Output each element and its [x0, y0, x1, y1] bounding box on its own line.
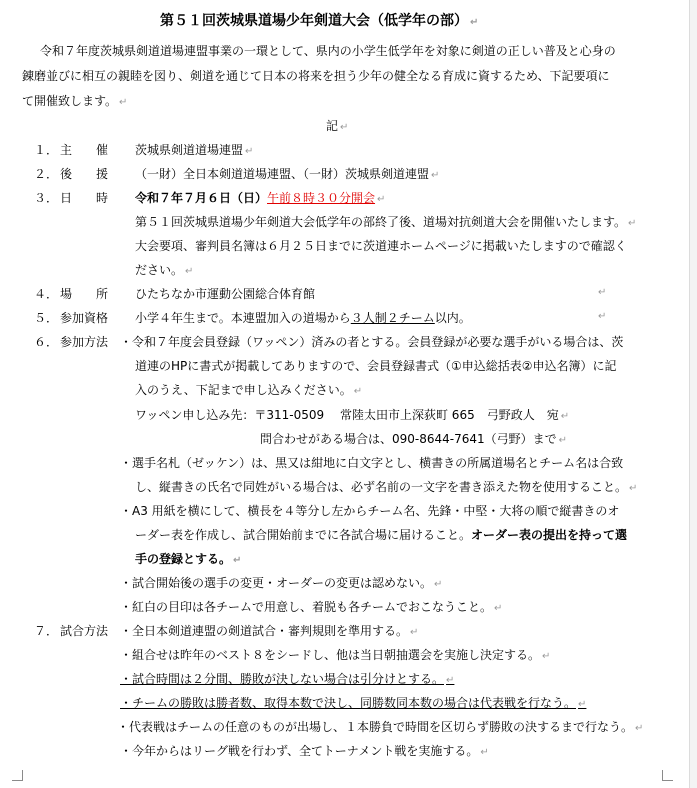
section-6-bullet-3-line-3: 手の登録とする。 ↵ — [135, 552, 242, 566]
vertical-scrollbar[interactable] — [689, 0, 697, 788]
section-7-bullet-2: ・組合せは昨年のベスト８をシードし、他は当日朝抽選会を実施し決定する。 ↵ — [120, 648, 551, 662]
event-time: 午前８時３０分開会 — [267, 191, 376, 205]
section-7-label: 試合方法 — [60, 624, 109, 638]
section-6-bullet-2-line-2: し、縦書きの氏名で同姓がいる場合は、必ず名前の一文字を書き添えた物を使用すること。 ↵ — [135, 480, 638, 494]
intro-line-1: 令和７年度茨城県剣道道場連盟事業の一環として、県内の小学生低学年を対象に剣道の正しい普及と心身の — [40, 44, 616, 58]
section-5-label: 参加資格 — [60, 311, 109, 325]
margin-corner-mark — [12, 770, 23, 781]
section-3-label: 日 時 — [60, 191, 109, 205]
section-6-bullet-5: ・紅白の目印は各チームで用意し、着脱も各チームでおこなうこと。 ↵ — [120, 600, 503, 614]
section-6-label: 参加方法 — [60, 335, 109, 349]
section-3-number: ３． — [34, 191, 59, 205]
event-date: 令和７年７月６日（日） — [135, 191, 268, 205]
section-4-number: ４． — [34, 287, 59, 301]
section-7-bullet-6: ・今年からはリーグ戦を行わず、全てトーナメント戦を実施する。 ↵ — [120, 744, 489, 758]
section-1-number: １． — [34, 143, 59, 157]
section-6-bullet-1-line-2: 道連のHPに書式が掲載してありますので、会員登録書式（①申込総括表②申込名簿）に記 — [135, 359, 617, 373]
paragraph-mark: ↵ — [598, 311, 607, 322]
section-1-label: 主 催 — [60, 143, 109, 157]
section-2-number: ２． — [34, 167, 59, 181]
section-1-text: 茨城県剣道道場連盟 ↵ — [135, 143, 254, 157]
section-2-label: 後 援 — [60, 167, 109, 181]
margin-corner-mark — [662, 770, 673, 781]
ki-heading: 記 ↵ — [326, 119, 349, 133]
section-6-bullet-4: ・試合開始後の選手の変更・オーダーの変更は認めない。 ↵ — [120, 576, 443, 590]
section-4-label: 場 所 — [60, 287, 109, 301]
section-6-bullet-3-line-2: ーダー表を作成し、試合開始前までに各試合場に届けること。オーダー表の提出を持って選 — [135, 528, 628, 542]
wappen-address: ワッペン申し込み先：〒311-0509 常陸太田市上深荻町 665 弓野政人 宛 ↵ — [135, 408, 570, 422]
section-6-bullet-1-line-1: ・令和７年度会員登録（ワッペン）済みの者とする。会員登録が必要な選手がいる場合は、茨 — [120, 335, 624, 349]
section-6-bullet-2-line-1: ・選手名札（ゼッケン）は、黒又は紺地に白文字とし、横書きの所属道場名とチーム名は合致 — [120, 456, 624, 470]
section-3-line-1: 第５１回茨城県道場少年剣道大会低学年の部終了後、道場対抗剣道大会を開催いたします。 ↵ — [135, 215, 637, 229]
intro-line-2: 錬磨並びに相互の親睦を図り、剣道を通じて日本の将来を担う少年の健全なる育成に資するため、下記要項に — [22, 69, 610, 83]
section-2-text: （一財）全日本剣道道場連盟、（一財）茨城県剣道連盟 ↵ — [135, 167, 440, 181]
section-7-bullet-1: ・全日本剣道連盟の剣道試合・審判規則を準用する。 ↵ — [120, 624, 419, 638]
section-7-number: ７． — [34, 624, 59, 638]
intro-line-3: て開催致します。 ↵ — [22, 94, 128, 108]
section-5-number: ５． — [34, 311, 59, 325]
paragraph-mark: ↵ — [598, 287, 607, 298]
section-3-line-3: ださい。 ↵ — [135, 263, 194, 277]
page-title: 第５１回茨城県道場少年剣道大会（低学年の部） ↵ — [160, 13, 479, 29]
team-limit: ３人制２チーム — [350, 311, 435, 325]
section-3-line-2: 大会要項、審判員名簿は６月２５日までに茨道連ホームページに掲載いたしますので確認く — [135, 239, 627, 253]
section-6-number: ６． — [34, 335, 59, 349]
inquiry-contact: 問合わせがある場合は、090-8644-7641（弓野）まで ↵ — [260, 432, 568, 446]
section-3-datetime: 令和７年７月６日（日）午前８時３０分開会 ↵ — [135, 191, 386, 205]
section-6-bullet-1-line-3: 入のうえ、下記まで申し込みください。 ↵ — [135, 383, 363, 397]
section-4-text: ひたちなか市運動公園総合体育館 — [135, 287, 316, 301]
section-6-bullet-3-line-1: ・A3 用紙を横にして、横長を４等分し左からチーム名、先鋒・中堅・大将の順で縦書きのオ — [120, 504, 620, 518]
section-7-bullet-3: ・試合時間は２分間、勝敗が決しない場合は引分けとする。 ↵ — [120, 672, 455, 686]
section-7-bullet-4: ・チームの勝敗は勝者数、取得本数で決し、同勝数同本数の場合は代表戦を行なう。 ↵ — [120, 696, 587, 710]
section-7-bullet-5: ・代表戦はチームの任意のものが出場し、１本勝負で時間を区切らず勝敗の決するまで行なう。 ↵ — [117, 720, 644, 734]
section-5-text: 小学４年生まで。本連盟加入の道場から３人制２チーム以内。 — [135, 311, 471, 325]
